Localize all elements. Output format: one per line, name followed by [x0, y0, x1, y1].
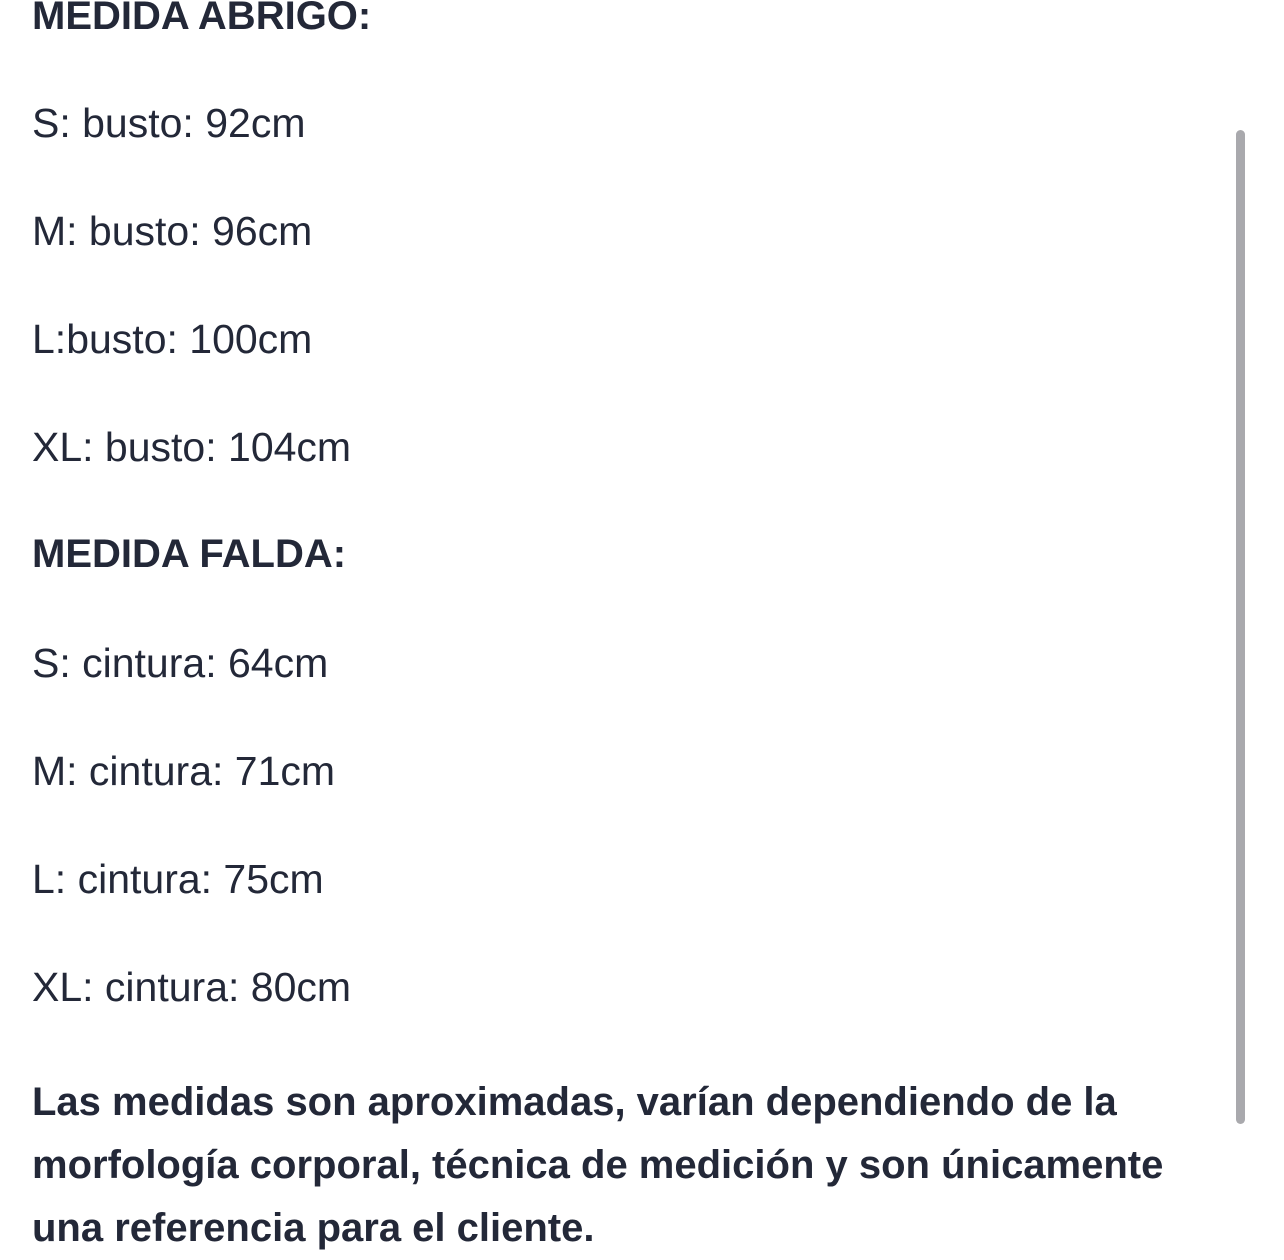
abrigo-heading: MEDIDA ABRIGO: — [32, 0, 372, 38]
vertical-scrollbar[interactable] — [1236, 130, 1245, 1124]
measurement-disclaimer: Las medidas son aproximadas, varían dependiendo de la morfología corporal, técnica de medición y son únicamente una referencia para el cliente. — [32, 1080, 1164, 1250]
abrigo-size-m: M: busto: 96cm — [32, 208, 313, 254]
falda-size-s: S: cintura: 64cm — [32, 640, 329, 686]
abrigo-size-s: S: busto: 92cm — [32, 100, 306, 146]
falda-size-m: M: cintura: 71cm — [32, 748, 336, 794]
abrigo-size-l: L:busto: 100cm — [32, 316, 313, 362]
falda-size-l: L: cintura: 75cm — [32, 856, 324, 902]
falda-size-xl: XL: cintura: 80cm — [32, 964, 352, 1010]
abrigo-size-xl: XL: busto: 104cm — [32, 424, 352, 470]
falda-heading: MEDIDA FALDA: — [32, 532, 347, 576]
